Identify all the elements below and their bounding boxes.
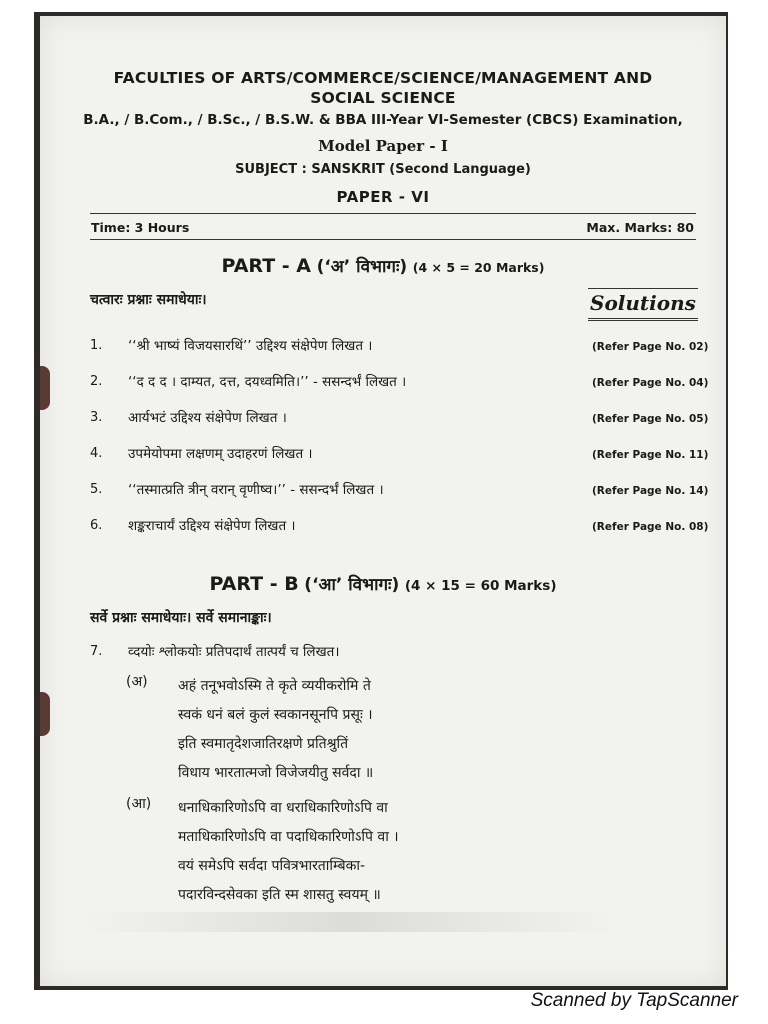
part-a-title: PART - A: [221, 255, 311, 277]
binding-hole: [40, 366, 50, 410]
question-number: 7.: [90, 644, 103, 659]
binding-hole: [40, 692, 50, 736]
question-text: ‘‘तस्मात्प्रति त्रीन् वरान् वृणीष्व।’’ - ससन्दर्भं लिखत ।: [128, 482, 384, 498]
question-text: ‘‘द द द । दाम्यत, दत्त, दयध्वमिति।’’ - ससन्दर्भं लिखत ।: [128, 374, 407, 390]
meta-rule: [90, 239, 696, 240]
question-text: उपमेयोपमा लक्षणम् उदाहरणं लिखत ।: [128, 446, 313, 462]
verse-line: मताधिकारिणोऽपि वा पदाधिकारिणोऽपि वा ।: [178, 829, 399, 845]
part-b-instruction: सर्वे प्रश्नाः समाधेयाः। सर्वे समानाङ्काः।: [90, 610, 272, 626]
part-a-marks: (4 × 5 = 20 Marks): [412, 260, 545, 275]
part-b-marks: (4 × 15 = 60 Marks): [404, 578, 557, 594]
time-label: Time: 3 Hours: [91, 220, 190, 235]
verse-line: धनाधिकारिणोऽपि वा धराधिकारिणोऽपि वा: [178, 800, 388, 816]
part-b-heading: [40, 572, 726, 595]
exam-heading: B.A., / B.Com., / B.Sc., / B.S.W. & BBA III-Year VI-Semester (CBCS) Examination,: [83, 112, 683, 128]
faculties-heading: FACULTIES OF ARTS/COMMERCE/SCIENCE/MANAGEMENT AND SOCIAL SCIENCE: [113, 69, 653, 107]
verse-line: वयं समेऽपि सर्वदा पवित्रभारताम्बिका-: [178, 858, 366, 874]
question-number: 3.: [90, 410, 103, 425]
question-number: 6.: [90, 518, 103, 533]
scanner-watermark: Scanned by TapScanner: [530, 990, 738, 1011]
verse-line: पदारविन्दसेवका इति स्म शासतु स्वयम् ॥: [178, 887, 381, 903]
question-text: ‘‘श्री भाष्यं विजयसारथिं’’ उद्दिश्य संक्षेपेण लिखत ।: [128, 338, 373, 354]
part-a-instruction: चत्वारः प्रश्नाः समाधेयाः।: [90, 292, 207, 308]
page-reference: (Refer Page No. 11): [592, 449, 709, 461]
header-rule: [90, 213, 696, 214]
model-paper-heading: Model Paper - I: [318, 137, 448, 155]
question-number: 2.: [90, 374, 103, 389]
verse-line: अहं तनूभवोऽस्मि ते कृते व्ययीकरोमि ते: [178, 678, 371, 694]
question-paper: [40, 16, 726, 986]
paper-heading: PAPER - VI: [336, 188, 430, 206]
question-number: 1.: [90, 338, 103, 353]
subject-heading: SUBJECT : SANSKRIT (Second Language): [235, 162, 531, 177]
question-text: शङ्कराचार्यं उद्दिश्य संक्षेपेण लिखत ।: [128, 518, 296, 534]
verse-line: विधाय भारतात्मजो विजेजयीतु सर्वदा ॥: [178, 765, 374, 781]
sub-question-label: (अ): [126, 674, 148, 690]
question-text: आर्यभटं उद्दिश्य संक्षेपेण लिखत ।: [128, 410, 287, 426]
max-marks-label: Max. Marks: 80: [586, 220, 694, 235]
question-number: 4.: [90, 446, 103, 461]
verse-line: स्वकं धनं बलं कुलं स्वकानसूनपि प्रसूः ।: [178, 707, 373, 723]
page-reference: (Refer Page No. 02): [592, 341, 709, 353]
page-reference: (Refer Page No. 05): [592, 413, 709, 425]
part-a-title-devanagari: (‘अ’ विभागः): [316, 257, 408, 277]
solutions-label: Solutions: [588, 288, 698, 321]
question-text: व्दयोः श्लोकयोः प्रतिपदार्थं तात्पर्यं च लिखत।: [128, 644, 340, 660]
sub-question-label: (आ): [126, 796, 152, 812]
part-a-heading: [40, 254, 726, 277]
bleed-through-smudge: [80, 912, 620, 932]
verse-line: इति स्वमातृदेशजातिरक्षणे प्रतिश्रुतिं: [178, 736, 349, 752]
question-number: 5.: [90, 482, 103, 497]
part-b-title: PART - B: [209, 573, 299, 595]
page-reference: (Refer Page No. 08): [592, 521, 709, 533]
part-b-title-devanagari: (‘आ’ विभागः): [304, 575, 400, 595]
page-reference: (Refer Page No. 14): [592, 485, 709, 497]
page-reference: (Refer Page No. 04): [592, 377, 709, 389]
